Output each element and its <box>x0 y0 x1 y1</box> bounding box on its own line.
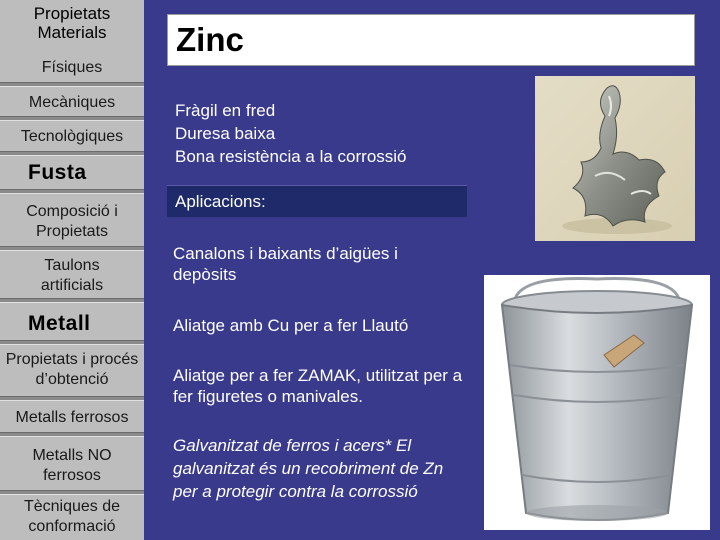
applications-label: Aplicacions: <box>175 192 266 211</box>
property-item: Fràgil en fred <box>175 101 276 120</box>
sidebar-item-metall[interactable]: Metall <box>28 312 91 335</box>
application-item: Canalons i baixants d’aigües i depòsits <box>173 244 398 284</box>
applications-bar <box>167 185 467 217</box>
sidebar-item-composicio[interactable]: Composició i Propietats <box>26 203 118 240</box>
sidebar-divider <box>0 340 144 345</box>
page-title: Zinc <box>176 21 244 58</box>
sidebar-divider <box>0 490 144 495</box>
sidebar-divider <box>0 432 144 437</box>
sidebar-item-taulons[interactable]: Taulons artificials <box>40 257 104 294</box>
application-item: Aliatge per a fer ZAMAK, utilitzat per a fer figuretes o manivales. <box>173 366 463 406</box>
title-box <box>167 14 695 66</box>
property-item: Bona resistència a la corrossió <box>175 147 407 166</box>
property-item: Duresa baixa <box>175 124 276 143</box>
application-item: Galvanitzat de ferros i acers* El galvanitzat és un recobriment de Zn per a protegir contra la corrossió <box>173 436 444 501</box>
sidebar-divider <box>0 151 144 156</box>
sidebar-item-metalls-no-ferrosos[interactable]: Metalls NO ferrosos <box>32 447 112 484</box>
zinc-photo <box>535 76 695 241</box>
sidebar-item-tecnologiques[interactable]: Tecnològiques <box>20 128 124 145</box>
sidebar-divider <box>0 396 144 401</box>
sidebar-item-fusta[interactable]: Fusta <box>28 161 87 184</box>
sidebar-divider <box>0 82 144 87</box>
sidebar-divider <box>0 116 144 121</box>
sidebar-divider <box>0 298 144 303</box>
sidebar-item-propietats-obtencio[interactable]: Propietats i procés d’obtenció <box>5 351 139 388</box>
sidebar-item-tecniques[interactable]: Tècniques de conformació <box>23 498 121 535</box>
sidebar-item-fisiques[interactable]: Físiques <box>41 59 103 76</box>
sidebar-title: Propietats Materials <box>33 4 111 42</box>
sidebar-nav <box>0 0 144 540</box>
sidebar-divider <box>0 189 144 194</box>
sidebar-item-metalls-ferrosos[interactable]: Metalls ferrosos <box>15 409 129 426</box>
sidebar-divider <box>0 246 144 251</box>
application-item: Aliatge amb Cu per a fer Llautó <box>173 316 409 335</box>
galvanized-bucket-photo <box>484 275 710 530</box>
sidebar-item-mecaniques[interactable]: Mecàniques <box>28 94 116 111</box>
